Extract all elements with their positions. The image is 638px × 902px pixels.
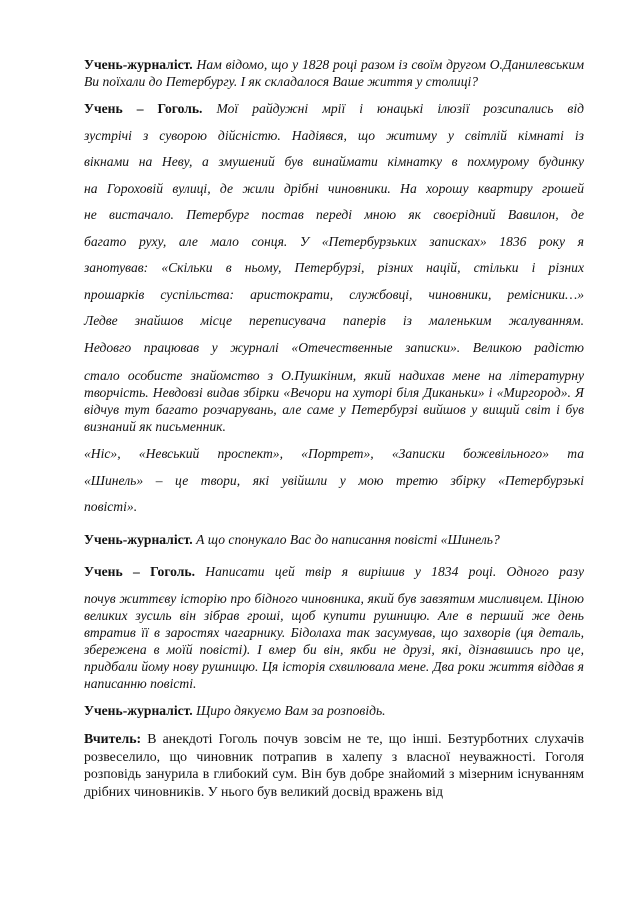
speaker-journalist: Учень-журналіст.: [84, 57, 193, 72]
answer-1-line-9: Недовго працював у журналі «Отечественные записки». Великою радістю: [84, 339, 584, 355]
gogol-answer-2-line: [84, 559, 584, 586]
answer-1-tail-line: [84, 441, 584, 468]
journalist-thanks: [84, 698, 584, 725]
teacher-paragraph: [84, 730, 584, 800]
answer-1-line: [84, 335, 584, 362]
teacher-text: В анекдоті Гоголь почув зовсім не те, що інші. Безтурботних слухачів розвеселило, що чиновник потрапив в халепу з власної неуважності. Гоголя розповідь занурила в глибокий сум. Він був добре знайомий з мізерним існуванням дрібних чиновників. У нього був великий досвід вражень від: [84, 731, 585, 799]
journalist-question-2: [84, 527, 584, 554]
answer-1-line: [84, 176, 584, 203]
speaker-teacher: Вчитель:: [84, 731, 142, 746]
document-page: [84, 56, 584, 800]
answer-1-line-3: на Гороховій вулиці, де жили дрібні чиновники. На хорошу квартиру грошей: [84, 180, 584, 196]
question-2-text: А що спонукало Вас до написання повісті «Шинель?: [196, 531, 500, 547]
answer-2-first-line: Написати цей твір я вирішив у 1834 році. Одного разу: [205, 564, 584, 579]
answer-1-line: [84, 255, 584, 282]
answer-1-line: [84, 149, 584, 176]
answer-1-tail-2: повісті».: [84, 499, 138, 514]
speaker-journalist: Учень-журналіст.: [84, 531, 193, 547]
answer-1-line: [84, 308, 584, 335]
answer-1-line: [84, 202, 584, 229]
answer-2-dense-text: почув життєву історію про бідного чиновника, який був завзятим мисливцем. Ціною великих зусиль він зібрав гроші, щоб купити рушницю. Але в перший же день втратив її в заростях чагарнику. Бідолаха так засумував, що захворів (ця деталь, збережена в моїй повісті). І вмер би він, якби не друзі, які, дізнавшись про це, придбали йому нову рушницю. Ця історія схвилювала мене. Два роки життя віддав я написанню повісті.: [84, 590, 584, 691]
answer-1-dense-paragraph: [84, 367, 584, 435]
speaker-journalist: Учень-журналіст.: [84, 702, 193, 718]
answer-1-line-5: багато руху, але мало сонця. У «Петербурзьких записках» 1836 року я: [84, 233, 584, 249]
answer-1-line-0: Мої райдужні мрії і юнацькі ілюзії розсипались від: [216, 101, 584, 116]
answer-1-line-8: Ледве знайшов місце переписувача паперів із маленьким жалуванням.: [84, 313, 584, 328]
answer-1-line-7: прошарків суспільства: аристократи, службовці, чиновники, ремісники…»: [84, 286, 584, 302]
answer-1-tail-line: [84, 494, 584, 521]
speaker-gogol: Учень – Гоголь.: [84, 101, 203, 116]
thanks-text: Щиро дякуємо Вам за розповідь.: [196, 702, 386, 718]
answer-1-line-6: занотував: «Скільки в ньому, Петербурзі, різних націй, стільки і різних: [84, 260, 584, 275]
answer-1-line-1: зустрічі з суворою дійсністю. Надіявся, що житиму у світлій кімнаті із: [84, 127, 584, 143]
journalist-question-1: [84, 56, 584, 90]
gogol-answer-1-line: [84, 96, 584, 123]
answer-1-tail-line: [84, 468, 584, 495]
answer-1-tail-1: «Шинель» – це твори, які увійшли у мою третю збірку «Петербурзькі: [84, 472, 584, 488]
speaker-gogol: Учень – Гоголь.: [84, 564, 195, 579]
answer-1-line: [84, 123, 584, 150]
answer-1-line-2: вікнами на Неву, а змушений був винаймати кімнатку в похмурому будинку: [84, 154, 584, 169]
answer-1-line: [84, 282, 584, 309]
answer-1-tail-0: «Ніс», «Невський проспект», «Портрет», «Записки божевільного» та: [84, 446, 584, 461]
question-1-text: Нам відомо, що у 1828 році разом із своїм другом О.Данилевським Ви поїхали до Петербургу. І як складалося Ваше життя у столиці?: [84, 57, 584, 89]
answer-1-line: [84, 229, 584, 256]
answer-2-dense-paragraph: [84, 590, 584, 692]
answer-1-line-4: не вистачало. Петербург постав переді мною як своєрідний Вавилон, де: [84, 207, 584, 222]
answer-1-dense-text: стало особисте знайомство з О.Пушкіним, який надихав мене на літературну творчість. Невдовзі видав збірки «Вечори на хуторі біля Диканьки» і «Миргород». Я відчув тут багато розчарувань, але саме у Петербурзі вийшов у вищий світ і був визнаний як письменник.: [84, 368, 584, 434]
